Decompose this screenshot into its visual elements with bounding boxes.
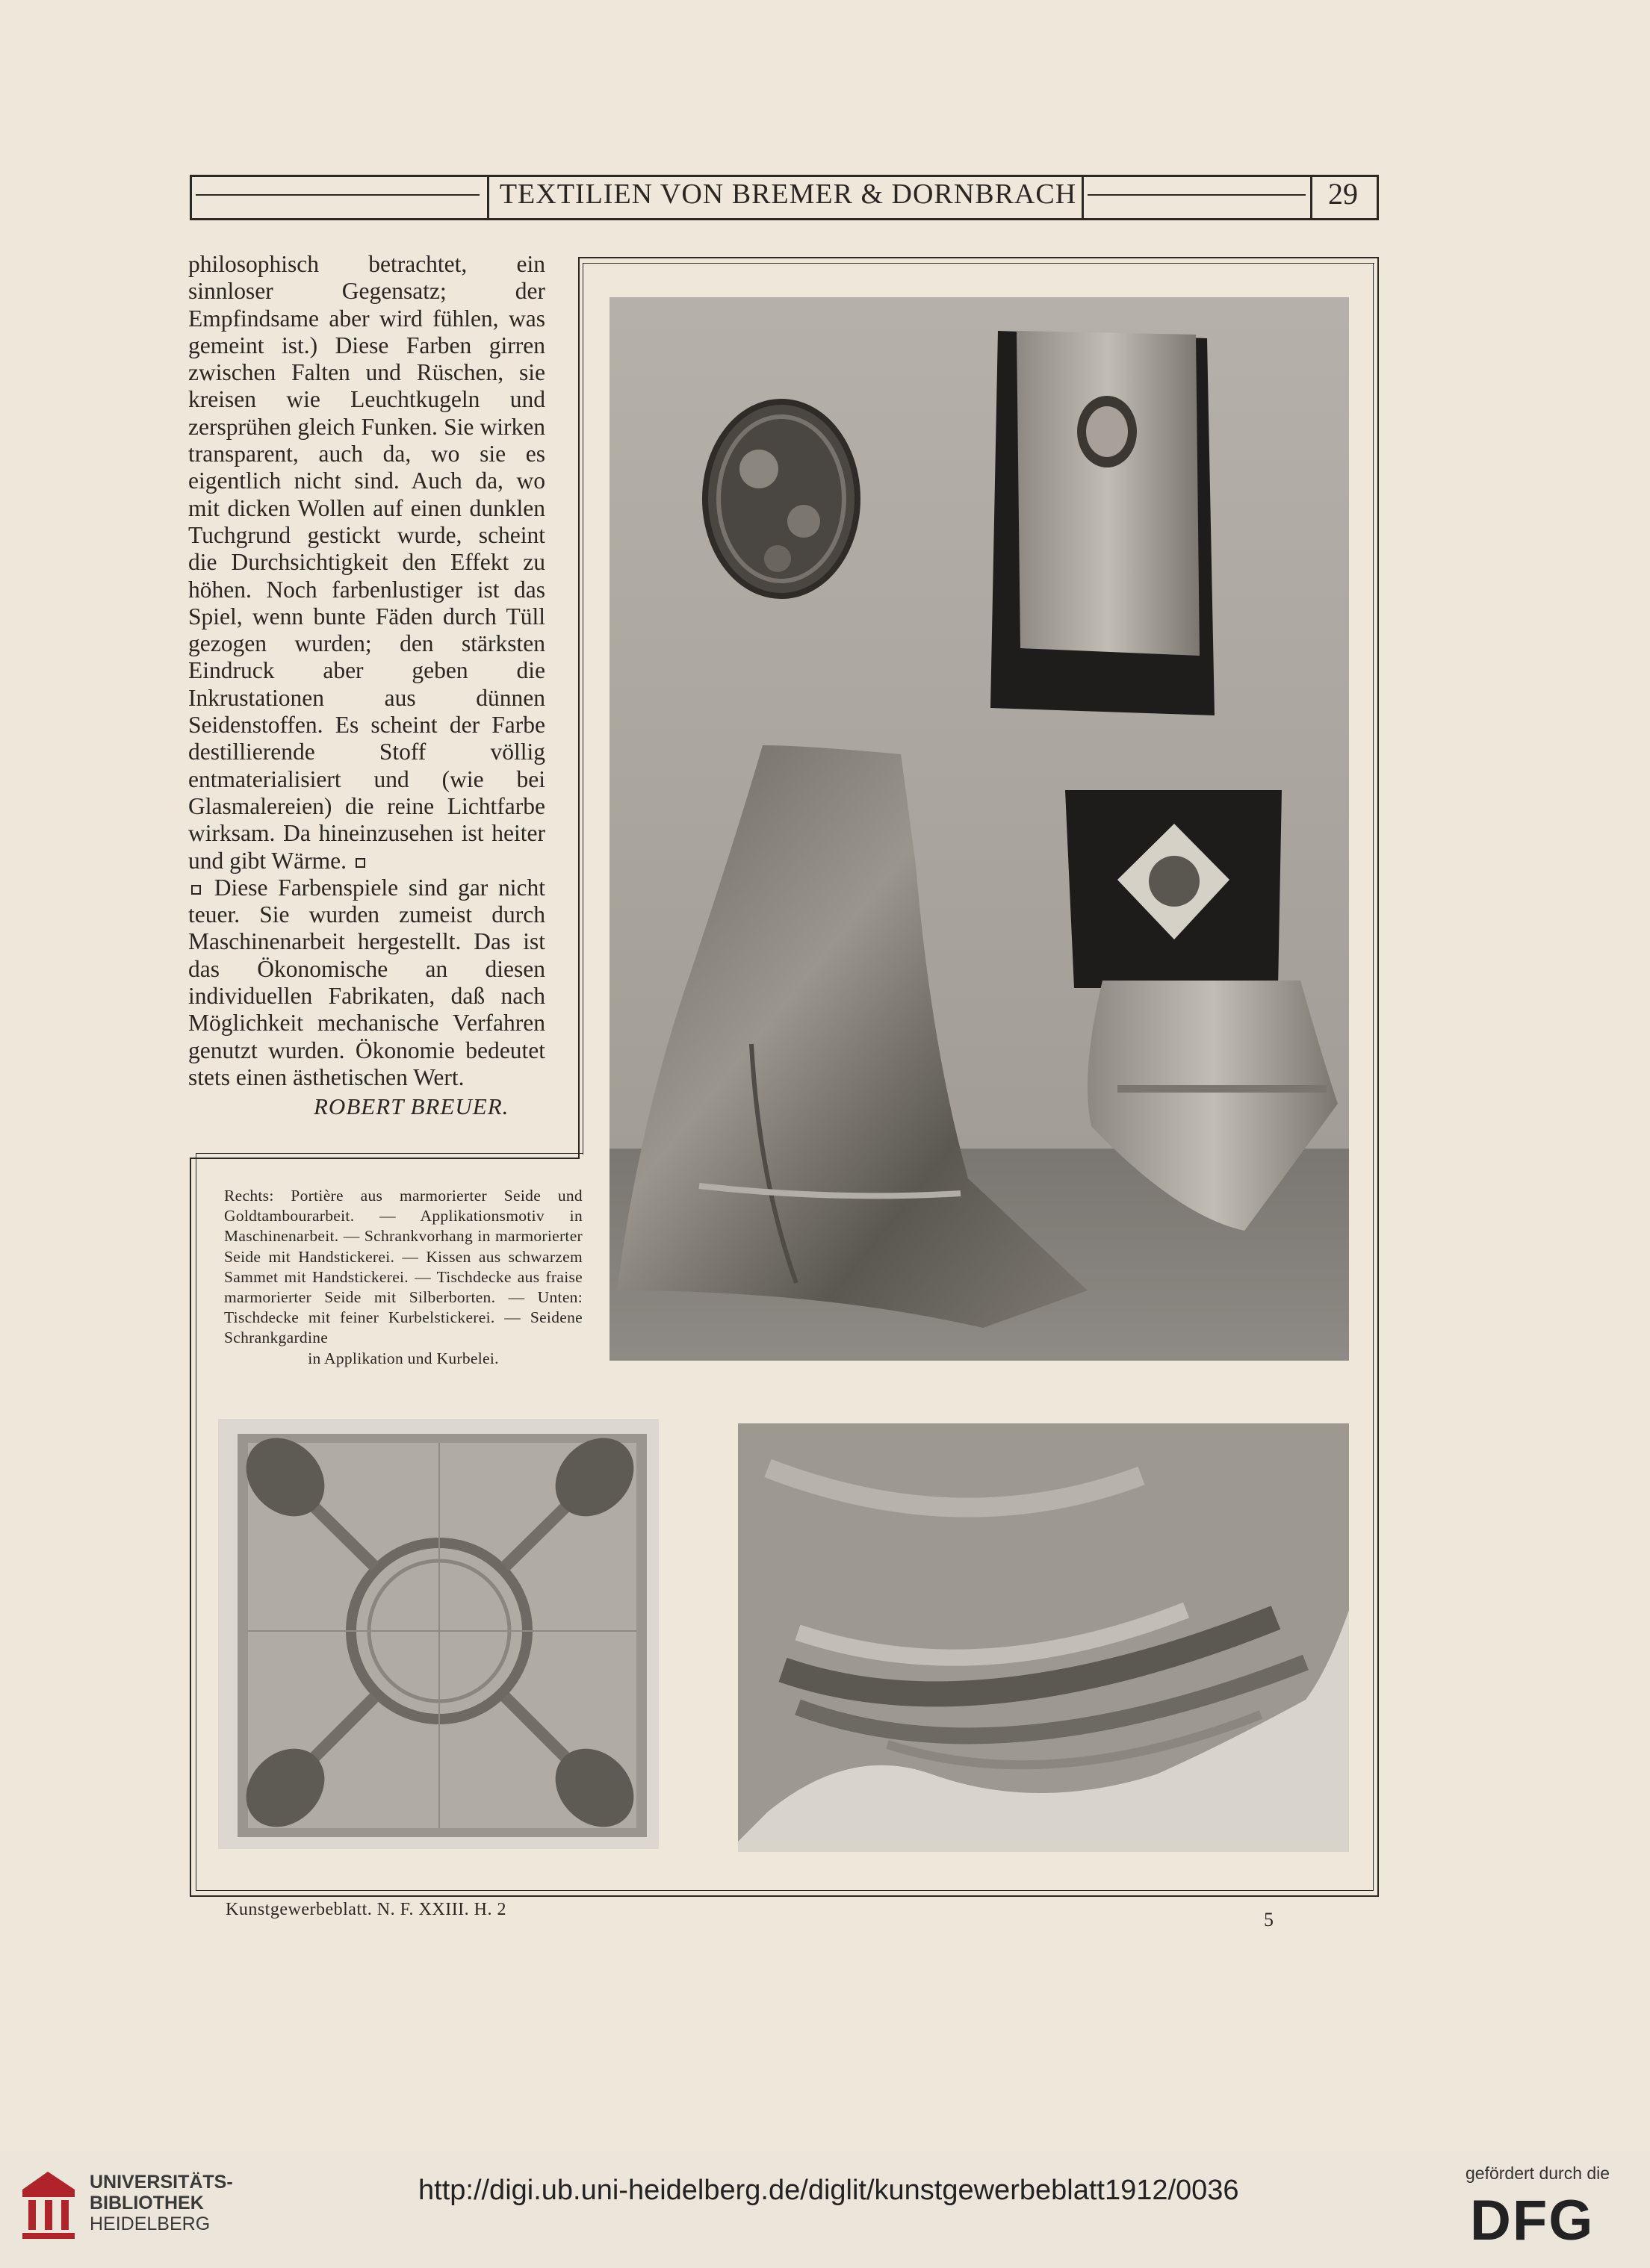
frame-step <box>190 1158 580 1159</box>
library-name: UNIVERSITÄTS- BIBLIOTHEK HEIDELBERG <box>90 2172 233 2234</box>
dfg-funding-label: gefördert durch die <box>1466 2163 1610 2183</box>
frame-bottom <box>190 1895 1379 1897</box>
photo-textiles-arrangement <box>610 297 1349 1361</box>
page-number: 29 <box>1328 177 1358 211</box>
permalink-url[interactable]: http://digi.ub.uni-heidelberg.de/diglit/kunstgewerbeblatt1912/0036 <box>418 2175 1239 2206</box>
header-right-tick <box>1377 175 1379 220</box>
figure-caption: Rechts: Portière aus marmorierter Seide und Goldtambourarbeit. — Applikationsmotiv in Maschinenarbeit. — Schrankvorhang in marmorierter Seide mit Handstickerei. — Kissen aus schwarzem Sammet mit Handstickerei. — Tischdecke aus fraise marmorierter Seide mit Silberborten. — Unten: Tischdecke mit feiner Kurbelstickerei. — Seidene Schrankgardine in Applikation und Kurbelei. <box>224 1187 583 1367</box>
library-bar <box>0 2151 1650 2268</box>
start-square-icon <box>191 885 201 895</box>
article-text <box>188 251 545 1091</box>
frame-right <box>1377 257 1379 1897</box>
author-signature: ROBERT BREUER. <box>314 1093 509 1119</box>
header-left-line <box>196 194 480 196</box>
paragraph-2: Diese Farbenspiele sind gar nicht teuer. Sie wurden zumeist durch Maschinenarbeit hergestellt. Das ist das Ökonomische an diesen individuellen Fabrikaten, daß nach Möglichkeit mechanische Verfahren genutzt wurden. Ökonomie bedeutet stets einen ästhetischen Wert. <box>188 874 546 1090</box>
header-divider-left <box>487 175 489 220</box>
photo-tablecloth <box>218 1419 659 1849</box>
frame-step-inner <box>196 1153 583 1154</box>
frame-top-inner <box>583 263 1374 264</box>
journal-reference: Kunstgewerbeblatt. N. F. XXIII. H. 2 <box>226 1900 507 1919</box>
library-logo-icon <box>18 2167 78 2242</box>
frame-right-inner <box>1373 263 1374 1891</box>
frame-bottom-inner <box>196 1890 1374 1891</box>
frame-textbox-right <box>578 257 580 1159</box>
frame-left <box>190 1158 191 1897</box>
dfg-logo: DFG <box>1470 2189 1595 2252</box>
running-title: TEXTILIEN VON BREMER & DORNBRACH <box>499 178 1077 210</box>
header-right-line <box>1088 194 1306 196</box>
paragraph-1: philosophisch betrachtet, ein sinnloser Gegensatz; der Empfindsame aber wird fühlen, was gemeint ist.) Diese Farben girren zwischen Falten und Rüschen, sie kreisen wie Leuchtkugeln und zersprühen gleich Funken. Sie wirken transparent, auch da, wo sie es eigentlich nicht sind. Auch da, wo mit dicken Wollen auf einen dunklen Tuchgrund gestickt wurde, scheint die Durchsichtigkeit den Effekt zu höhen. Noch farbenlustiger ist das Spiel, wenn bunte Fäden durch Tüll gezogen wurden; den stärksten Eindruck aber geben die Inkrustationen aus dünnen Seidenstoffen. Es scheint der Farbe destillierende Stoff völlig entmaterialisiert und (wie bei Glasmalereien) die reine Lichtfarbe wirksam. Da hineinzusehen ist heiter und gibt Wärme. <box>188 251 545 874</box>
signature-number: 5 <box>1264 1909 1274 1930</box>
frame-top <box>578 257 1379 258</box>
header-left-tick <box>190 175 192 220</box>
end-square-icon <box>356 858 365 868</box>
header-bottom-rule <box>190 218 1379 220</box>
photo-cabinet-curtain <box>738 1423 1349 1852</box>
